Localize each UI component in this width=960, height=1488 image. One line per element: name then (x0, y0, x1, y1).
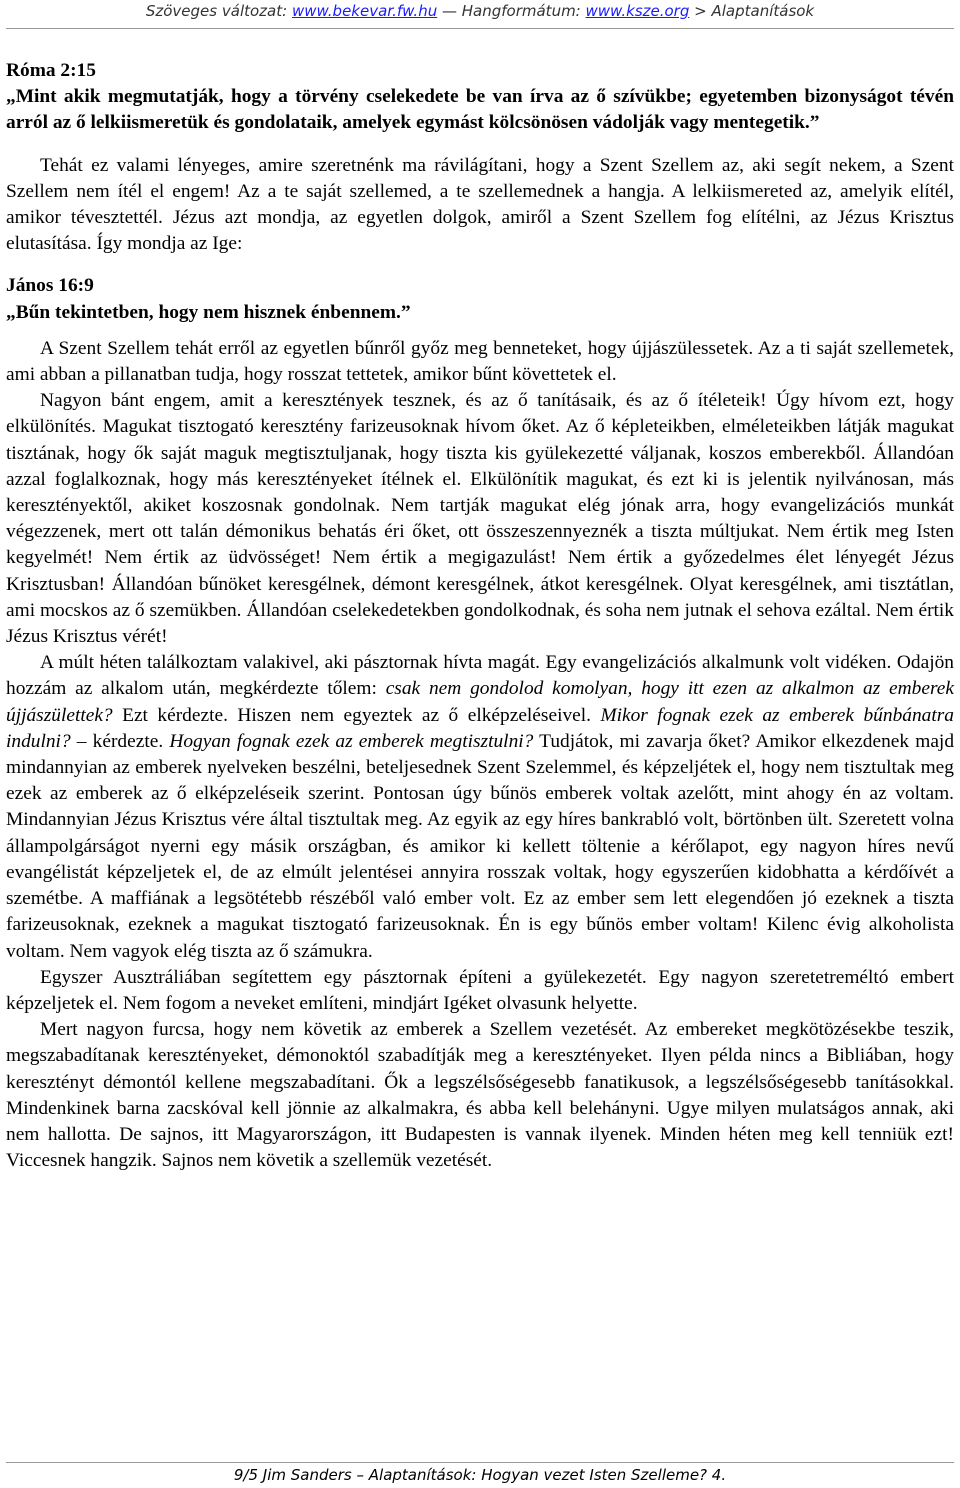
bekevar-link[interactable]: www.bekevar.fw.hu (291, 2, 438, 20)
paragraph-4-italic-question: Mikor fognak ezek az emberek bűnbánatra indulni? (6, 704, 954, 752)
header-divider (6, 28, 954, 29)
paragraph-4 (6, 650, 954, 964)
spacer (6, 257, 954, 273)
verse-quote-romans: „Mint akik megmutatják, hogy a törvény cselekedete be van írva az ő szívükbe; egyetemben bizonyságot tévén arról az ő lelkiismeretük és gondolataik, amelyek egymást kölcsönösen vádolják vagy mentegetik.” (6, 86, 954, 134)
paragraph-4-italic-question: Hogyan fognak ezek az emberek megtisztulni? (169, 730, 534, 752)
ksze-link[interactable]: www.ksze.org (585, 2, 690, 20)
paragraph-1: Tehát ez valami lényeges, amire szeretnénk ma rávilágítani, hogy a Szent Szellem az, aki segít nekem, a Szent Szellem nem ítél el engem! Az a te saját szellemed, a te szellemednek a hangja. A lelkiismereted az, amelyik elítél, amikor tévesztettél. Jézus azt mondja, az egyetlen dolgok, amiről a Szent Szellem fog elítélni, az Jézus Krisztus elutasítása. Így mondja az Ige: (6, 154, 954, 255)
paragraph-4-text: – kérdezte. (70, 730, 170, 752)
page-header (0, 2, 960, 20)
verse-reference-romans: Róma 2:15 (6, 60, 96, 81)
paragraph-4-text: Ezt kérdezte. Hiszen nem egyeztek az ő elképzeléseivel. (112, 704, 601, 726)
footer-divider (6, 1462, 954, 1463)
paragraph-2: A Szent Szellem tehát erről az egyetlen bűnről győz meg benneteket, hogy újjászülessetek. Az a ti saját szellemetek, ami abban a pillanatban tudja, hogy rosszat tettetek, amikor bűnt követtetek el. (6, 337, 954, 386)
paragraph-4-text: Tudjátok, mi zavarja őket? Amikor elkezdenek majd mindannyian az emberek nyelveken beszélni, beteljesednek Szent Szelemmel, és képzeljétek el, hogy nem tisztultak meg ezek az emberek az ő elképzeléseik szerint. Pontosan úgy bűnös emberek voltak azelőtt, mint ahogy én az voltam. Mindannyian Jézus Krisztus vére által tisztultak meg. Az egyik az egy híres bankrabló volt, börtönben ült. Szeretett volna állampolgárságot nyerni egy másik országban, és amikor ki kellett töltenie a kérőlapot, egy nagyon híres nevű evangélistát képzeljetek el, de az elmúlt jelentései annyira rosszak voltak, hogy egyszerűen kidobhatta a kérdőívét a szemétbe. A maffiának a legsötétebb részéből való ember volt. Ez az ember sem lett elegendően jó ezeknek a tiszta farizeusoknak, ezeknek a magukat tisztogató farizeusoknak. Én is egy bűnös ember voltam! Kilenc évig alkoholista voltam. Nem vagyok elég tiszta az ő számukra. (6, 730, 955, 962)
header-middle: — Hangformátum: (437, 2, 586, 20)
verse-quote-john: „Bűn tekintetben, hogy nem hisznek énbennem.” (6, 301, 411, 323)
paragraph-6: Mert nagyon furcsa, hogy nem követik az emberek a Szellem vezetését. Az embereket megkötözésekbe teszik, megszabadítanak keresztényeket, démonoktól szabadítják meg a keresztényeket. Ilyen példa nincs a Bibliában, hogy keresztényt démontól kellene megszabadítani. Ők a legszélsőségesebb fanatikusok, a legszélsőségesebb tanításokkal. Mindenkinek barna zacskóval kell jönnie az alkalmakra, és abba kell belehányni. Ugye milyen mulatságos annak, aki nem hallotta. De sajnos, itt Magyarországon, itt Budapesten is vannak ilyenek. Minden héten meg kell tenniük ezt! Viccesnek hangzik. Sajnos nem követik a szellemük vezetését. (6, 1019, 954, 1172)
spacer (6, 326, 954, 336)
paragraph-5: Egyszer Ausztráliában segítettem egy pásztornak építeni a gyülekezetét. Egy nagyon szeretetreméltó embert képzeljetek el. Nem fogom a neveket említeni, mindjárt Igéket olvasunk helyette. (6, 966, 954, 1014)
paragraph-4-text: A múlt héten találkoztam valakivel, aki pásztornak hívta magát. Egy evangelizációs alkalmunk volt vidéken. Odajön hozzám az alkalom után, megkérdezte tőlem: (6, 652, 954, 700)
paragraph-4-italic-question: csak nem gondolod komolyan, hogy itt ezen az alkalmon az emberek újjászülettek? (6, 678, 954, 726)
verse-reference-john: János 16:9 (6, 275, 94, 297)
page-footer: 9/5 Jim Sanders – Alaptanítások: Hogyan vezet Isten Szelleme? 4. (233, 1466, 727, 1484)
header-suffix: > Alaptanítások (689, 2, 815, 20)
paragraph-3: Nagyon bánt engem, amit a keresztények tesznek, és az ő tanításaik, és az ő ítéleteik! Úgy hívom ezt, hogy elkülönítés. Magukat tisztogató keresztény farizeusoknak hívom őket. Az ő képleteikben, elméleteikben látják magukat tisztának, hogy ők saját maguk megtisztuljanak, hogy tiszta kis gyülekezetté váljanak, koszos emberekből. Állandóan azzal foglalkoznak, hogy más keresztényeket ítélnek el. Elkülönítik magukat, és ezt ki is jelentik nyilvánosan, más keresztényektől, akiket koszosnak gondolnak. Nem tartják magukat elég jónak arra, hogy evangelizációs munkát végezzenek, mert ott talán démonikus behatás éri őket, ott összeszennyeznék a tiszta múltjukat. Nem értik meg Isten kegyelmét! Nem értik az üdvösséget! Nem értik a megigazulást! Nem értik a győzedelmes élet lényegét Jézus Krisztusban! Állandóan bűnöket keresgélnek, démont keresgélnek, átkot keresgélnek. Olyat keresgélnek, ami tisztátlan, ami mocskos az ő szemükben. Állandóan cselekedetekben gondolkodnak, és soha nem jutnak el sehova ezáltal. Nem értik Jézus Krisztus vérét! (6, 390, 954, 648)
header-prefix: Szöveges változat: (145, 2, 292, 20)
spacer (6, 137, 954, 153)
document-body (6, 58, 954, 1174)
